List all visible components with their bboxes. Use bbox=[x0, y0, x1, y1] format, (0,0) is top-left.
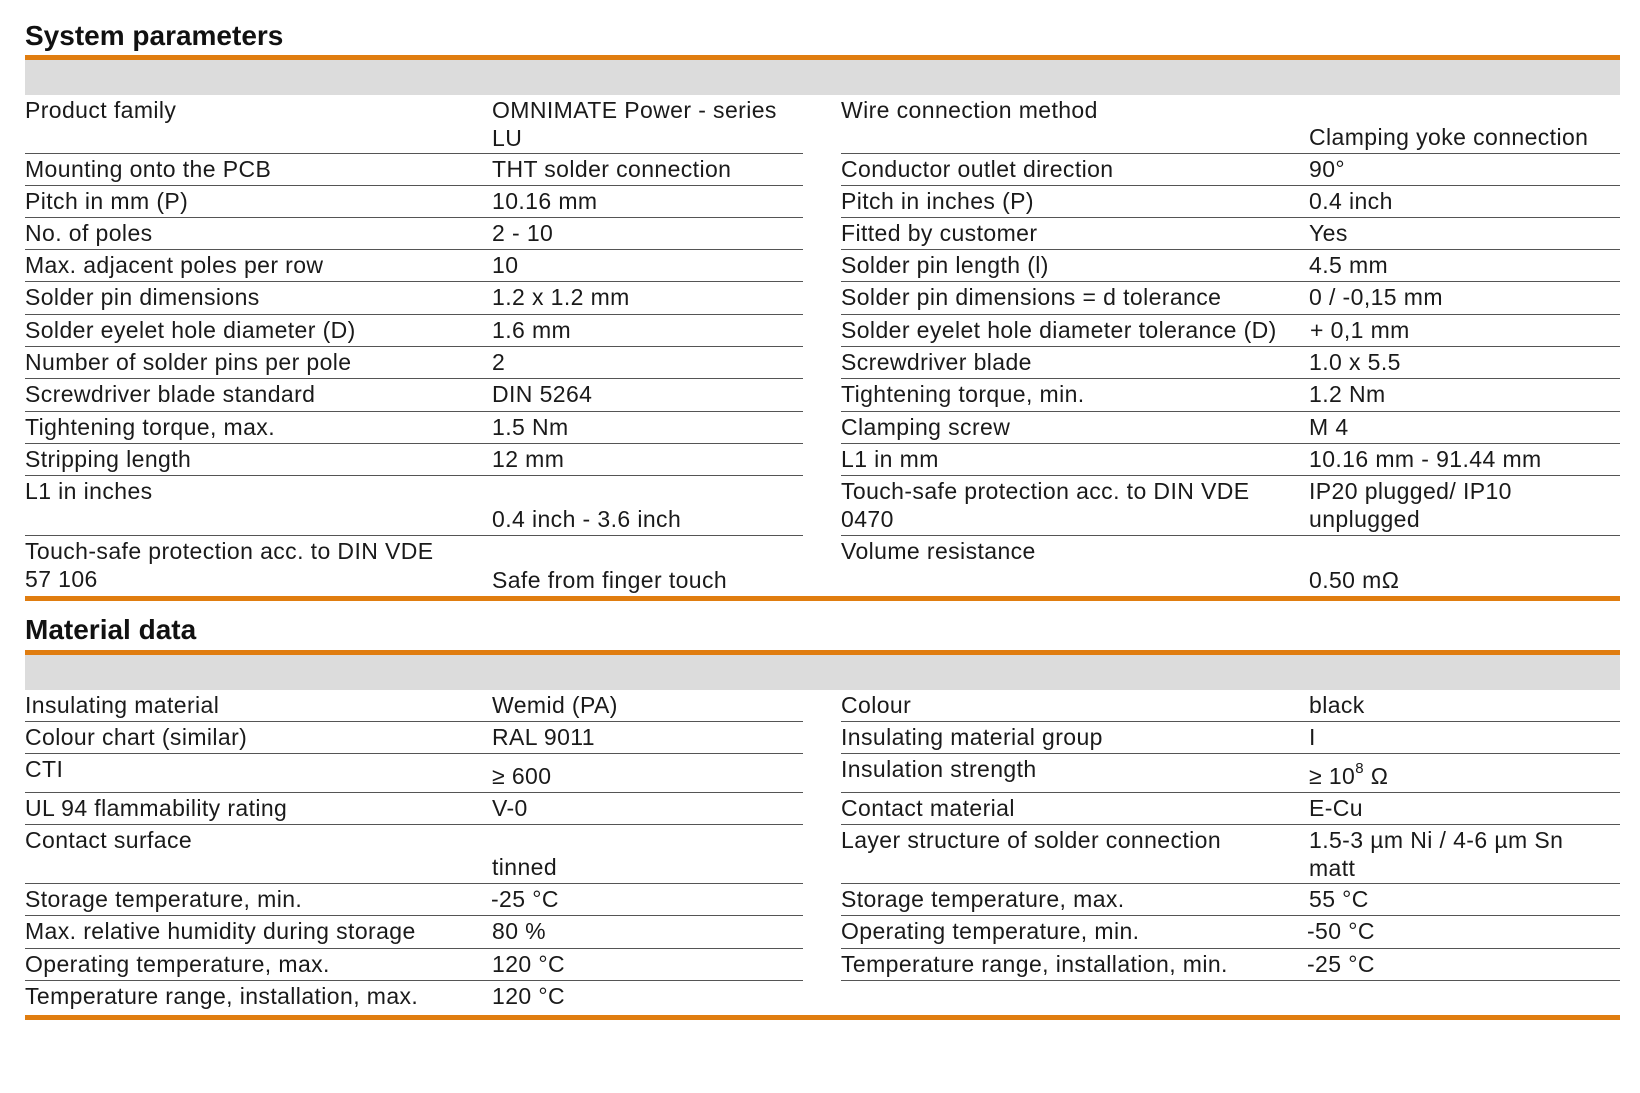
param-value bbox=[1309, 762, 1388, 790]
table-row bbox=[25, 218, 803, 250]
table-row bbox=[841, 218, 1620, 250]
table-row bbox=[25, 981, 803, 1013]
param-label: Volume resistance bbox=[841, 538, 1036, 564]
param-label: Touch-safe protection acc. to DIN VDE 0470 bbox=[841, 478, 1250, 532]
param-value: 120 °C bbox=[492, 983, 565, 1009]
table-row bbox=[25, 690, 803, 722]
insulation-unit: Ω bbox=[1363, 763, 1389, 789]
param-value: 0.50 mΩ bbox=[1309, 567, 1400, 593]
table-row bbox=[841, 412, 1620, 444]
param-value: 2 bbox=[492, 349, 506, 375]
param-value: M 4 bbox=[1309, 414, 1349, 440]
param-label: Contact surface bbox=[25, 827, 193, 853]
param-value: 2 - 10 bbox=[492, 220, 554, 246]
table-row bbox=[25, 884, 803, 916]
param-label: Storage temperature, max. bbox=[841, 886, 1125, 912]
param-value: RAL 9011 bbox=[492, 724, 595, 750]
param-value: tinned bbox=[492, 854, 558, 880]
table-row bbox=[25, 754, 803, 793]
param-value: Wemid (PA) bbox=[492, 692, 618, 718]
param-label: Operating temperature, min. bbox=[841, 918, 1140, 944]
param-label: Operating temperature, max. bbox=[25, 951, 330, 977]
param-value: 10.16 mm bbox=[492, 188, 598, 214]
param-value: 1.0 x 5.5 bbox=[1309, 349, 1401, 375]
param-value: 1.2 x 1.2 mm bbox=[492, 284, 630, 310]
param-label: Pitch in inches (P) bbox=[841, 188, 1034, 214]
param-value: THT solder connection bbox=[492, 156, 732, 182]
section-bottom-rule bbox=[25, 596, 1620, 601]
param-value: 80 % bbox=[492, 918, 547, 944]
param-value: E-Cu bbox=[1309, 795, 1364, 821]
param-label: CTI bbox=[25, 756, 64, 782]
table-row bbox=[841, 282, 1620, 315]
table-row bbox=[841, 690, 1620, 722]
param-value: 12 mm bbox=[492, 446, 565, 472]
table-row bbox=[841, 315, 1620, 347]
param-label: Solder eyelet hole diameter tolerance (D) bbox=[841, 317, 1277, 343]
param-label: Insulating material bbox=[25, 692, 220, 718]
param-label: Solder pin dimensions = d tolerance bbox=[841, 284, 1222, 310]
table-row bbox=[841, 347, 1620, 379]
param-value: 1.5-3 µm Ni / 4-6 µm Sn matt bbox=[1309, 827, 1564, 881]
table-row bbox=[25, 250, 803, 282]
table-row bbox=[25, 282, 803, 315]
table-row bbox=[25, 154, 803, 186]
table-row bbox=[25, 536, 803, 596]
param-label: Temperature range, installation, max. bbox=[25, 983, 419, 1009]
param-value: -25 °C bbox=[491, 886, 559, 912]
param-label: Contact material bbox=[841, 795, 1015, 821]
param-value: -50 °C bbox=[1307, 918, 1375, 944]
section-title-material: Material data bbox=[25, 614, 197, 645]
param-label: L1 in mm bbox=[841, 446, 939, 472]
param-label: Solder eyelet hole diameter (D) bbox=[25, 317, 356, 343]
param-label: Storage temperature, min. bbox=[25, 886, 303, 912]
table-row bbox=[841, 916, 1620, 949]
param-label: No. of poles bbox=[25, 220, 153, 246]
param-label: Layer structure of solder connection bbox=[841, 827, 1222, 853]
param-label: Colour chart (similar) bbox=[25, 724, 248, 750]
param-label: Insulation strength bbox=[841, 756, 1037, 782]
param-value: 4.5 mm bbox=[1309, 252, 1389, 278]
param-label: Fitted by customer bbox=[841, 220, 1038, 246]
param-label: Product family bbox=[25, 97, 177, 123]
param-value: 1.2 Nm bbox=[1309, 381, 1386, 407]
param-value: black bbox=[1309, 692, 1365, 718]
table-row bbox=[841, 95, 1620, 154]
table-row bbox=[841, 250, 1620, 282]
param-label: Wire connection method bbox=[841, 97, 1098, 123]
table-row bbox=[25, 412, 803, 444]
param-label: Temperature range, installation, min. bbox=[841, 951, 1228, 977]
param-value: 120 °C bbox=[492, 951, 565, 977]
param-label: UL 94 flammability rating bbox=[25, 795, 288, 821]
table-row bbox=[25, 95, 803, 154]
table-row bbox=[841, 793, 1620, 825]
param-value: ≥ 600 bbox=[492, 763, 552, 789]
param-value: 0.4 inch bbox=[1309, 188, 1393, 214]
table-row bbox=[25, 949, 803, 981]
table-row bbox=[841, 186, 1620, 218]
table-row bbox=[25, 476, 803, 536]
param-label: Tightening torque, min. bbox=[841, 381, 1085, 407]
section-bottom-rule bbox=[25, 1015, 1620, 1020]
param-label: Tightening torque, max. bbox=[25, 414, 275, 440]
table-row bbox=[841, 754, 1620, 793]
param-value: OMNIMATE Power - series LU bbox=[492, 97, 777, 151]
table-row bbox=[841, 444, 1620, 476]
param-label: Pitch in mm (P) bbox=[25, 188, 189, 214]
param-label: Screwdriver blade bbox=[841, 349, 1032, 375]
param-label: Clamping screw bbox=[841, 414, 1011, 440]
param-value: 1.5 Nm bbox=[492, 414, 569, 440]
param-value: 0.4 inch - 3.6 inch bbox=[492, 506, 682, 532]
table-row bbox=[25, 825, 803, 884]
param-label: Solder pin length (l) bbox=[841, 252, 1049, 278]
param-value: Safe from finger touch bbox=[492, 567, 728, 593]
table-row bbox=[25, 916, 803, 949]
param-label: Touch-safe protection acc. to DIN VDE 57 106 bbox=[25, 538, 434, 592]
table-row bbox=[841, 154, 1620, 186]
insulation-exponent: 8 bbox=[1355, 760, 1364, 778]
param-value: I bbox=[1309, 724, 1316, 750]
section-header-band bbox=[25, 60, 1620, 95]
insulation-base: ≥ 10 bbox=[1309, 763, 1356, 789]
param-value: 10.16 mm - 91.44 mm bbox=[1309, 446, 1542, 472]
param-label: Insulating material group bbox=[841, 724, 1103, 750]
table-row bbox=[841, 825, 1620, 884]
table-row bbox=[841, 949, 1620, 981]
table-row bbox=[25, 722, 803, 754]
param-label: Max. relative humidity during storage bbox=[25, 918, 416, 944]
param-label: Mounting onto the PCB bbox=[25, 156, 272, 182]
param-value: -25 °C bbox=[1307, 951, 1375, 977]
param-value: 90° bbox=[1309, 156, 1345, 182]
param-label: Stripping length bbox=[25, 446, 192, 472]
table-row bbox=[25, 793, 803, 825]
table-row bbox=[25, 444, 803, 476]
section-title-system: System parameters bbox=[25, 20, 284, 51]
param-label: Solder pin dimensions bbox=[25, 284, 260, 310]
table-row bbox=[25, 347, 803, 379]
table-row bbox=[25, 379, 803, 412]
param-label: L1 in inches bbox=[25, 478, 153, 504]
table-row bbox=[841, 476, 1620, 536]
param-label: Colour bbox=[841, 692, 912, 718]
param-label: Max. adjacent poles per row bbox=[25, 252, 324, 278]
param-value: + 0,1 mm bbox=[1310, 317, 1410, 343]
table-row bbox=[841, 722, 1620, 754]
param-value: 0 / -0,15 mm bbox=[1309, 284, 1443, 310]
table-row bbox=[841, 536, 1620, 596]
table-row bbox=[25, 186, 803, 218]
table-row bbox=[841, 379, 1620, 412]
table-row bbox=[25, 315, 803, 347]
param-value: 1.6 mm bbox=[492, 317, 572, 343]
param-value: V-0 bbox=[492, 795, 528, 821]
param-value: IP20 plugged/ IP10 unplugged bbox=[1309, 478, 1512, 532]
table-row bbox=[841, 884, 1620, 916]
param-label: Screwdriver blade standard bbox=[25, 381, 316, 407]
section-header-band bbox=[25, 655, 1620, 690]
param-value: Yes bbox=[1309, 220, 1348, 246]
param-label: Conductor outlet direction bbox=[841, 156, 1114, 182]
param-label: Number of solder pins per pole bbox=[25, 349, 352, 375]
param-value: DIN 5264 bbox=[492, 381, 593, 407]
param-value: 10 bbox=[492, 252, 519, 278]
param-value: 55 °C bbox=[1309, 886, 1369, 912]
param-value: Clamping yoke connection bbox=[1309, 124, 1589, 150]
